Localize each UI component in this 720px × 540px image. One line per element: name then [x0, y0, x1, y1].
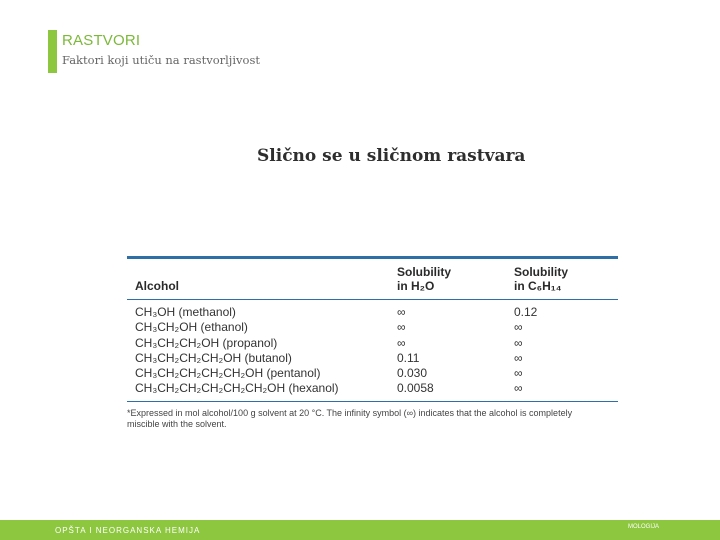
cell-water: ∞ — [397, 320, 406, 335]
table-row — [127, 351, 618, 366]
footer-right-label: MOLOGIJA — [628, 524, 660, 530]
cell-alcohol: CH₃CH₂CH₂CH₂CH₂CH₂OH (hexanol) — [135, 381, 339, 396]
header-hexane-line1: Solubility — [514, 265, 568, 279]
cell-water: ∞ — [397, 335, 406, 350]
table-row — [127, 381, 618, 396]
cell-hexane: 0.12 — [514, 305, 538, 319]
solubility-table — [127, 256, 618, 430]
table-footnote: *Expressed in mol alcohol/100 g solvent at 20 °C. The infinity symbol (∞) indicates that the alcohol is completely miscible with the solvent. — [127, 407, 573, 429]
cell-water: 0.0058 — [397, 381, 434, 396]
slide-subtitle: Faktori koji utiču na rastvorljivost — [62, 53, 260, 67]
table-row — [127, 320, 618, 335]
cell-hexane: ∞ — [514, 335, 523, 350]
header-water-line2: in H₂O — [397, 279, 435, 293]
table-row — [127, 366, 618, 381]
header-water-line1: Solubility — [397, 265, 451, 279]
cell-alcohol: CH₃CH₂OH (ethanol) — [135, 320, 248, 335]
cell-hexane: ∞ — [514, 381, 523, 396]
cell-alcohol: CH₃OH (methanol) — [135, 305, 236, 319]
title-accent-bar — [48, 30, 57, 73]
cell-alcohol: CH₃CH₂CH₂OH (propanol) — [135, 335, 278, 350]
cell-alcohol: CH₃CH₂CH₂CH₂CH₂OH (pentanol) — [135, 366, 321, 381]
table-row — [127, 336, 618, 351]
cell-water: ∞ — [397, 305, 406, 319]
table-body — [127, 300, 618, 401]
slide-title: RASTVORI — [62, 32, 141, 49]
cell-alcohol: CH₃CH₂CH₂CH₂OH (butanol) — [135, 350, 292, 365]
slide-heading: Slično se u sličnom rastvara — [257, 146, 526, 166]
header-hexane-line2: in C₆H₁₄ — [514, 279, 562, 293]
footer-course-title: OPŠTA I NEORGANSKA HEMIJA — [55, 526, 201, 535]
cell-hexane: ∞ — [514, 366, 523, 381]
footer-bar — [0, 520, 720, 540]
table-row — [127, 305, 618, 320]
table-header — [127, 259, 618, 299]
table-bottom-rule — [127, 401, 618, 402]
cell-water: 0.11 — [397, 350, 420, 365]
cell-hexane: ∞ — [514, 350, 523, 365]
header-alcohol: Alcohol — [135, 279, 179, 293]
cell-hexane: ∞ — [514, 320, 523, 335]
cell-water: 0.030 — [397, 366, 428, 381]
